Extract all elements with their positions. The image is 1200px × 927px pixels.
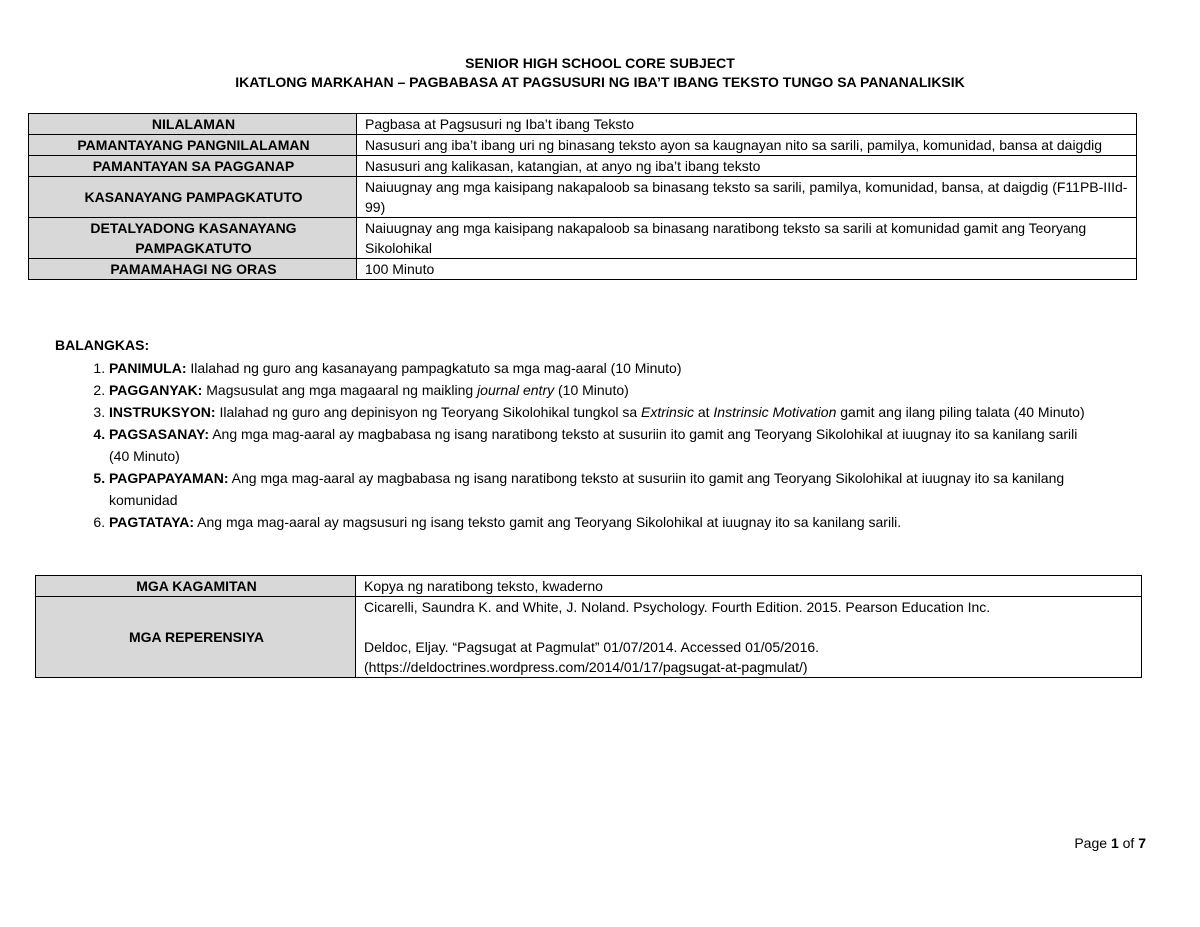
- table-row: [29, 114, 1137, 135]
- row-label: PAMAMAHAGI NG ORAS: [29, 259, 357, 280]
- row-label: PAMANTAYANG PANGNILALAMAN: [29, 135, 357, 156]
- reference-spacer: [364, 617, 1135, 637]
- table-row: [36, 597, 1142, 678]
- row-label: MGA KAGAMITAN: [36, 576, 356, 597]
- row-label: NILALAMAN: [29, 114, 357, 135]
- item-text: Ang mga mag-aaral ay magbabasa ng isang naratibong teksto at susuriin ito gamit ang Teoryang Sikolohikal at iuugnay ito sa kanilang sarili (40 Minuto): [109, 426, 1078, 464]
- header-title: IKATLONG MARKAHAN – PAGBABASA AT PAGSUSURI NG IBA’T IBANG TEKSTO TUNGO SA PANANALIKSIK: [235, 74, 965, 90]
- reference-entry: Deldoc, Eljay. “Pagsugat at Pagmulat” 01/07/2014. Accessed 01/05/2016.: [364, 639, 820, 655]
- row-value: Nasusuri ang kalikasan, katangian, at anyo ng iba’t ibang teksto: [357, 156, 1137, 177]
- row-value: Nasusuri ang iba’t ibang uri ng binasang teksto ayon sa kaugnayan nito sa sarili, pamilya, komunidad, bansa at daigdig: [357, 135, 1137, 156]
- row-label: KASANAYANG PAMPAGKATUTO: [29, 177, 357, 218]
- materials-table: [35, 575, 1142, 678]
- outline-list: [84, 357, 1099, 533]
- table-row: [29, 177, 1137, 218]
- item-italic-text: journal entry: [477, 382, 555, 398]
- list-item: [109, 423, 1099, 467]
- item-text: Ang mga mag-aaral ay magsusuri ng isang teksto gamit ang Teoryang Sikolohikal at iuugnay ito sa kanilang sarili.: [194, 514, 902, 530]
- page-number: [1074, 835, 1146, 851]
- list-item: [109, 379, 1099, 401]
- item-term: PAGTATAYA:: [109, 514, 195, 530]
- item-italic-text: Extrinsic: [641, 404, 694, 420]
- item-text: Ilalahad ng guro ang kasanayang pampagkatuto sa mga mag-aaral (10 Minuto): [186, 360, 682, 376]
- item-text: gamit ang ilang piling talata (40 Minuto): [836, 404, 1085, 420]
- table-row: [29, 135, 1137, 156]
- list-item: [109, 511, 1099, 533]
- row-label: DETALYADONG KASANAYANG PAMPAGKATUTO: [29, 218, 357, 259]
- page-prefix: Page: [1074, 835, 1111, 851]
- references-cell: [356, 597, 1142, 678]
- item-term: PAGPAPAYAMAN:: [109, 470, 229, 486]
- page-current: 1: [1110, 835, 1119, 851]
- page-of: of: [1118, 835, 1139, 851]
- item-text: at: [693, 404, 714, 420]
- item-term: PAGSASANAY:: [109, 426, 210, 442]
- lesson-info-table: [28, 113, 1137, 280]
- item-text: Ang mga mag-aaral ay magbabasa ng isang naratibong teksto at susuriin ito gamit ang Teoryang Sikolohikal at iuugnay ito sa kanilang komunidad: [109, 470, 1065, 508]
- item-text: Magsusulat ang mga magaaral ng maikling: [202, 382, 478, 398]
- page-total: 7: [1138, 835, 1146, 851]
- row-value: Naiuugnay ang mga kaisipang nakapaloob sa binasang teksto sa sarili, pamilya, komunidad, bansa, at daigdig (F11PB-IIId-99): [357, 177, 1137, 218]
- table-row: [29, 156, 1137, 177]
- item-text: (10 Minuto): [554, 382, 629, 398]
- table-row: [36, 576, 1142, 597]
- row-label: MGA REPERENSIYA: [36, 597, 356, 678]
- outline-title: BALANGKAS:: [55, 337, 150, 353]
- table-row: [29, 259, 1137, 280]
- item-term: PANIMULA:: [109, 360, 187, 376]
- item-term: INSTRUKSYON:: [109, 404, 216, 420]
- item-text: Ilalahad ng guro ang depinisyon ng Teoryang Sikolohikal tungkol sa: [215, 404, 642, 420]
- list-item: [109, 357, 1099, 379]
- table-row: [29, 218, 1137, 259]
- list-item: [109, 401, 1099, 423]
- row-value: 100 Minuto: [357, 259, 1137, 280]
- item-italic-text: Instrinsic Motivation: [713, 404, 837, 420]
- list-item: [109, 467, 1099, 511]
- row-value: Pagbasa at Pagsusuri ng Iba’t ibang Teksto: [357, 114, 1137, 135]
- item-term: PAGGANYAK:: [109, 382, 203, 398]
- row-label: PAMANTAYAN SA PAGGANAP: [29, 156, 357, 177]
- row-value: Kopya ng naratibong teksto, kwaderno: [356, 576, 1142, 597]
- document-header: [0, 54, 1200, 92]
- reference-url: (https://deldoctrines.wordpress.com/2014/01/17/pagsugat-at-pagmulat/): [364, 659, 808, 675]
- header-subject: SENIOR HIGH SCHOOL CORE SUBJECT: [465, 55, 735, 71]
- row-value: Naiuugnay ang mga kaisipang nakapaloob sa binasang naratibong teksto sa sarili at komunidad gamit ang Teoryang Sikolohikal: [357, 218, 1137, 259]
- reference-entry: Cicarelli, Saundra K. and White, J. Noland. Psychology. Fourth Edition. 2015. Pearson Education Inc.: [364, 599, 991, 615]
